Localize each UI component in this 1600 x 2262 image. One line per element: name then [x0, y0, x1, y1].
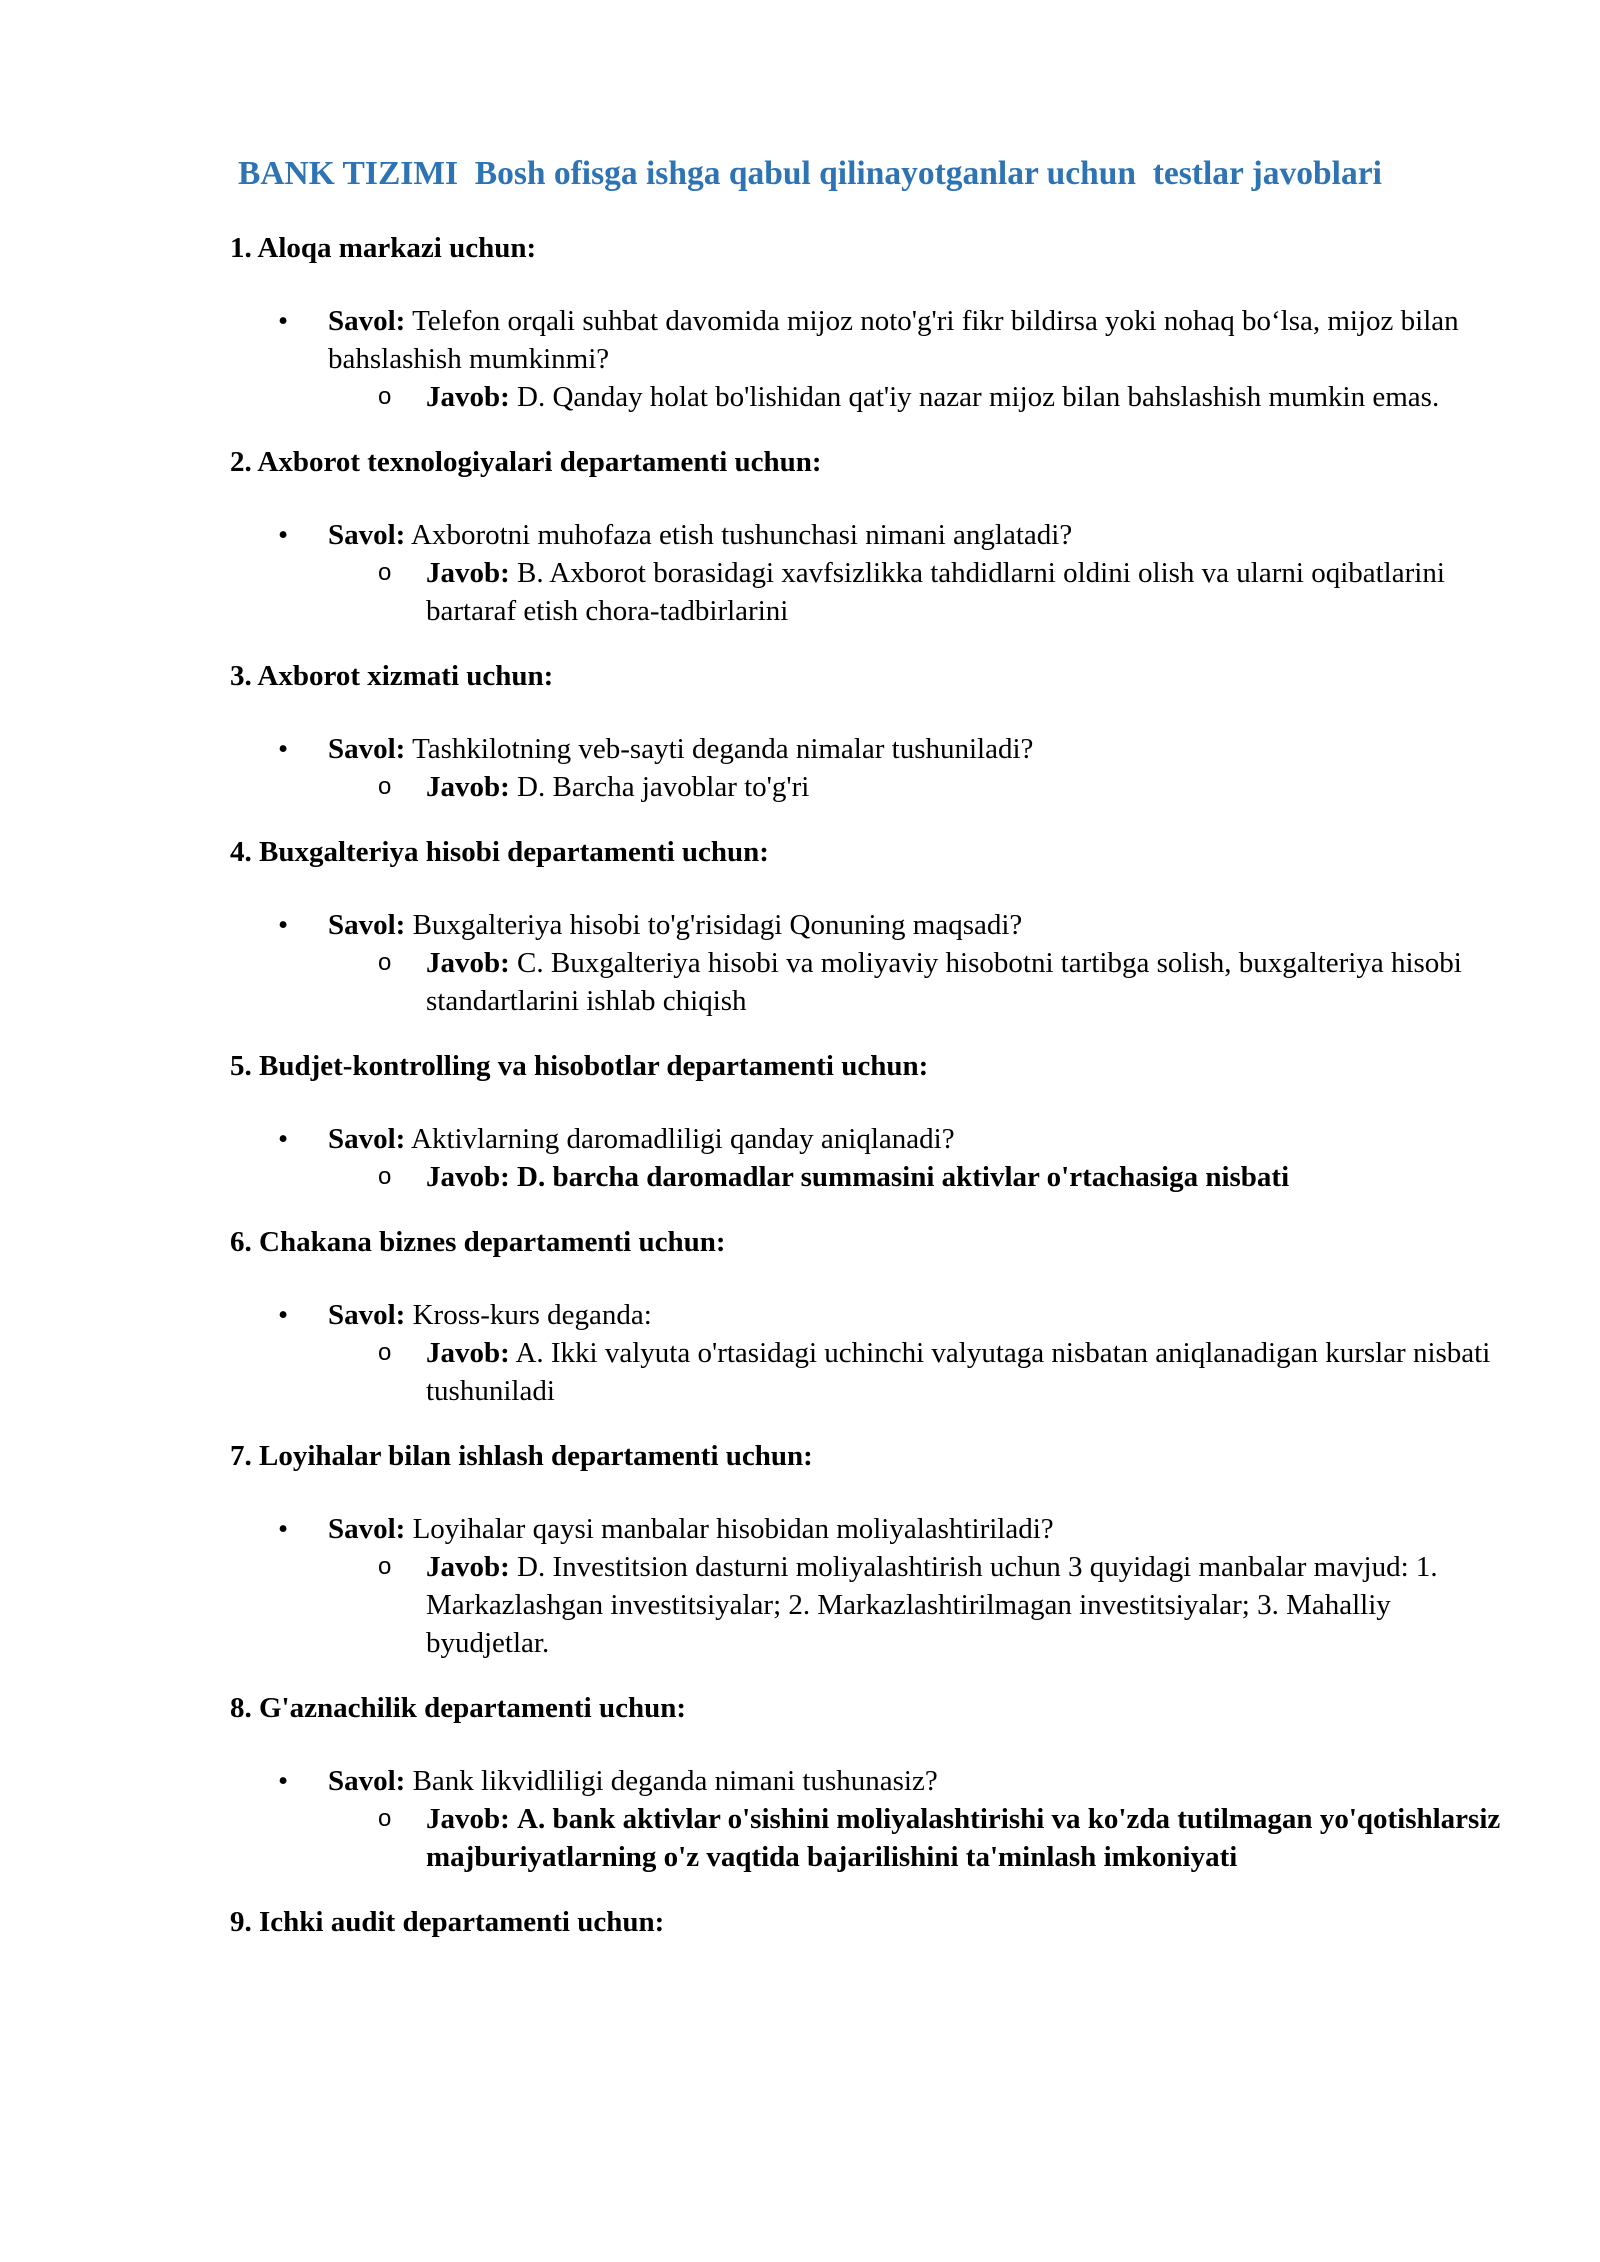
section-heading: 3. Axborot xizmati uchun:: [230, 660, 554, 692]
answer-text: A. bank aktivlar o'sishini moliyalashtirishi va ko'zda tutilmagan yo'qotishlarsiz majburiyatlarning o'z vaqtida bajarilishini ta'minlash imkoniyati: [426, 1803, 1501, 1873]
answer-label: Javob:: [426, 771, 510, 803]
question-text: Loyihalar qaysi manbalar hisobidan moliyalashtiriladi?: [412, 1513, 1054, 1545]
circle-bullet-icon: o: [378, 1163, 392, 1190]
bullet-icon: •: [278, 909, 289, 941]
question-text: Tashkilotning veb-sayti deganda nimalar tushuniladi?: [412, 733, 1034, 765]
section-9: [230, 1902, 1510, 1942]
bullet-icon: •: [278, 1299, 289, 1331]
section-4: [230, 832, 1510, 1020]
circle-bullet-icon: o: [378, 1805, 392, 1832]
answer-item: [230, 1800, 1510, 1876]
question-item: [230, 1762, 1510, 1800]
answer-item: [230, 378, 1510, 416]
bullet-icon: •: [278, 1765, 289, 1797]
section-6: [230, 1222, 1510, 1410]
section-heading: 7. Loyihalar bilan ishlash departamenti uchun:: [230, 1440, 813, 1472]
question-label: Savol:: [328, 1765, 406, 1797]
question-label: Savol:: [328, 1513, 406, 1545]
section-heading: 1. Aloqa markazi uchun:: [230, 232, 537, 264]
answer-item: [230, 1334, 1510, 1410]
qa-sections: [230, 228, 1510, 1976]
question-text: Buxgalteriya hisobi to'g'risidagi Qonuning maqsadi?: [412, 909, 1023, 941]
bullet-icon: •: [278, 1513, 289, 1545]
question-label: Savol:: [328, 909, 406, 941]
section-1: [230, 228, 1510, 416]
circle-bullet-icon: o: [378, 949, 392, 976]
section-heading: 9. Ichki audit departamenti uchun:: [230, 1906, 665, 1938]
question-item: [230, 302, 1510, 378]
question-item: [230, 1120, 1510, 1158]
question-label: Savol:: [328, 305, 406, 337]
question-item: [230, 516, 1510, 554]
answer-label: Javob:: [426, 1337, 510, 1369]
question-item: [230, 730, 1510, 768]
answer-text: D. Investitsion dasturni moliyalashtirish uchun 3 quyidagi manbalar mavjud: 1. Markazlashgan investitsiyalar; 2. Markazlashtirilmagan investitsiyalar; 3. Mahalliy byudjetlar.: [426, 1551, 1438, 1659]
answer-text: D. Qanday holat bo'lishidan qat'iy nazar mijoz bilan bahslashish mumkin emas.: [517, 381, 1440, 413]
question-text: Kross-kurs deganda:: [412, 1299, 652, 1331]
document-title: BANK TIZIMI Bosh ofisga ishga qabul qilinayotganlar uchun testlar javoblari: [238, 155, 1382, 192]
circle-bullet-icon: o: [378, 1339, 392, 1366]
question-label: Savol:: [328, 519, 406, 551]
section-8: [230, 1688, 1510, 1876]
question-label: Savol:: [328, 1123, 406, 1155]
question-item: [230, 906, 1510, 944]
answer-label: Javob:: [426, 1161, 510, 1193]
answer-item: [230, 554, 1510, 630]
answer-text: C. Buxgalteriya hisobi va moliyaviy hisobotni tartibga solish, buxgalteriya hisobi standartlarini ishlab chiqish: [426, 947, 1462, 1017]
circle-bullet-icon: o: [378, 773, 392, 800]
answer-label: Javob:: [426, 557, 510, 589]
answer-item: [230, 1158, 1510, 1196]
answer-label: Javob:: [426, 1803, 510, 1835]
bullet-icon: •: [278, 519, 289, 551]
bullet-icon: •: [278, 733, 289, 765]
answer-label: Javob:: [426, 381, 510, 413]
circle-bullet-icon: o: [378, 559, 392, 586]
section-heading: 8. G'aznachilik departamenti uchun:: [230, 1692, 686, 1724]
section-heading: 4. Buxgalteriya hisobi departamenti uchun:: [230, 836, 769, 868]
section-5: [230, 1046, 1510, 1196]
answer-text: D. Barcha javoblar to'g'ri: [517, 771, 810, 803]
answer-label: Javob:: [426, 1551, 510, 1583]
section-2: [230, 442, 1510, 630]
question-label: Savol:: [328, 733, 406, 765]
answer-item: [230, 944, 1510, 1020]
answer-item: [230, 1548, 1510, 1662]
answer-label: Javob:: [426, 947, 510, 979]
question-label: Savol:: [328, 1299, 406, 1331]
answer-item: [230, 768, 1510, 806]
section-7: [230, 1436, 1510, 1662]
section-heading: 5. Budjet-kontrolling va hisobotlar departamenti uchun:: [230, 1050, 929, 1082]
answer-text: D. barcha daromadlar summasini aktivlar o'rtachasiga nisbati: [517, 1161, 1290, 1193]
question-item: [230, 1510, 1510, 1548]
circle-bullet-icon: o: [378, 383, 392, 410]
circle-bullet-icon: o: [378, 1553, 392, 1580]
section-heading: 2. Axborot texnologiyalari departamenti uchun:: [230, 446, 822, 478]
section-3: [230, 656, 1510, 806]
answer-text: B. Axborot borasidagi xavfsizlikka tahdidlarni oldini olish va ularni oqibatlarini bartaraf etish chora-tadbirlarini: [426, 557, 1445, 627]
question-item: [230, 1296, 1510, 1334]
bullet-icon: •: [278, 305, 289, 337]
answer-text: A. Ikki valyuta o'rtasidagi uchinchi valyutaga nisbatan aniqlanadigan kurslar nisbati tushuniladi: [426, 1337, 1491, 1407]
bullet-icon: •: [278, 1123, 289, 1155]
question-text: Bank likvidliligi deganda nimani tushunasiz?: [412, 1765, 938, 1797]
section-heading: 6. Chakana biznes departamenti uchun:: [230, 1226, 726, 1258]
question-text: Axborotni muhofaza etish tushunchasi nimani anglatadi?: [411, 519, 1073, 551]
question-text: Aktivlarning daromadliligi qanday aniqlanadi?: [411, 1123, 955, 1155]
question-text: Telefon orqali suhbat davomida mijoz noto'g'ri fikr bildirsa yoki nohaq bo‘lsa, mijoz bilan bahslashish mumkinmi?: [328, 305, 1459, 375]
